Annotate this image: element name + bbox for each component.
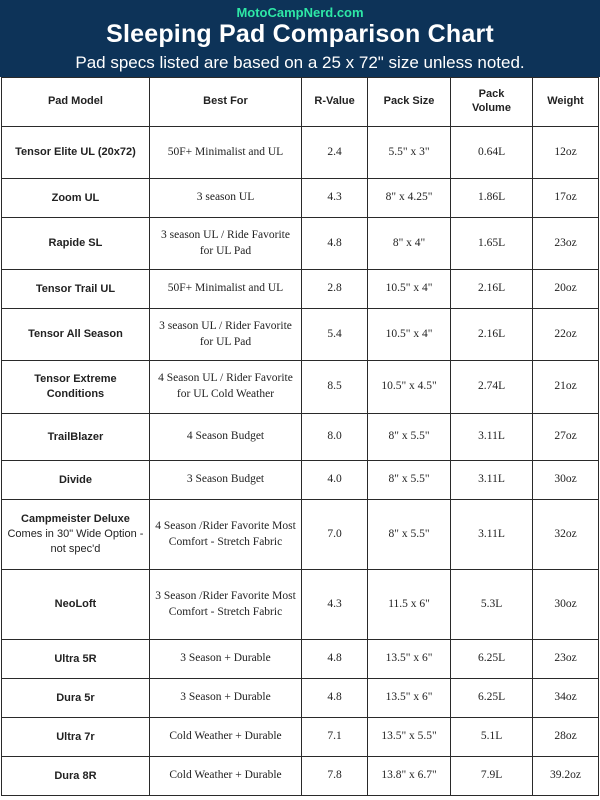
best-for-cell: 4 Season UL / Rider Favorite for UL Cold Weather (149, 361, 301, 414)
table-row (2, 500, 599, 570)
weight-cell: 30oz (532, 461, 598, 500)
pad-model-name: Ultra 7r (56, 730, 95, 743)
weight-cell: 34oz (532, 679, 598, 718)
col-header-model: Pad Model (2, 78, 150, 127)
chart-header (0, 0, 600, 77)
weight-cell: 23oz (532, 640, 598, 679)
table-row (2, 679, 599, 718)
pad-model-cell (2, 414, 150, 461)
pack-size-cell: 10.5" x 4" (368, 270, 451, 309)
pack-size-cell: 8" x 5.5" (368, 500, 451, 570)
col-header-pack-size: Pack Size (368, 78, 451, 127)
table-row (2, 414, 599, 461)
pad-model-name: Tensor Elite UL (20x72) (15, 146, 136, 159)
pack-size-cell: 13.8" x 6.7" (368, 757, 451, 796)
best-for-cell: 3 Season + Durable (149, 640, 301, 679)
pad-model-cell (2, 179, 150, 218)
table-row (2, 718, 599, 757)
pad-model-cell (2, 309, 150, 361)
pack-volume-cell: 1.65L (451, 218, 533, 270)
page-subtitle: Pad specs listed are based on a 25 x 72" size unless noted. (75, 53, 525, 72)
pad-model-name: Tensor Trail UL (35, 282, 116, 295)
pack-size-cell: 5.5" x 3" (368, 127, 451, 179)
weight-cell: 27oz (532, 414, 598, 461)
r-value-cell: 5.4 (302, 309, 368, 361)
pad-model-name: NeoLoft (54, 598, 97, 611)
weight-cell: 23oz (532, 218, 598, 270)
r-value-cell: 7.0 (302, 500, 368, 570)
pad-model-cell (2, 270, 150, 309)
pack-size-cell: 8" x 5.5" (368, 461, 451, 500)
col-header-r-value: R-Value (302, 78, 368, 127)
pack-size-cell: 10.5" x 4.5" (368, 361, 451, 414)
pack-size-cell: 13.5" x 6" (368, 640, 451, 679)
pack-size-cell: 8" x 4.25" (368, 179, 451, 218)
pad-model-cell (2, 570, 150, 640)
table-row (2, 361, 599, 414)
r-value-cell: 2.4 (302, 127, 368, 179)
r-value-cell: 8.5 (302, 361, 368, 414)
r-value-cell: 8.0 (302, 414, 368, 461)
pack-size-cell: 8" x 5.5" (368, 414, 451, 461)
best-for-cell: 3 Season /Rider Favorite Most Comfort - Stretch Fabric (149, 570, 301, 640)
pack-volume-cell: 0.64L (451, 127, 533, 179)
pad-model-name: Divide (58, 473, 92, 486)
table-row (2, 270, 599, 309)
pack-volume-cell: 1.86L (451, 179, 533, 218)
weight-cell: 28oz (532, 718, 598, 757)
pack-size-cell: 13.5" x 5.5" (368, 718, 451, 757)
pad-model-note: Comes in 30" Wide Option - not spec'd (7, 528, 144, 555)
r-value-cell: 4.3 (302, 570, 368, 640)
pad-model-cell (2, 718, 150, 757)
r-value-cell: 7.1 (302, 718, 368, 757)
pad-model-name: Dura 8R (54, 769, 97, 782)
pad-model-name: Campmeister Deluxe (21, 513, 130, 526)
pack-size-cell: 8" x 4" (368, 218, 451, 270)
best-for-cell: 50F+ Minimalist and UL (149, 127, 301, 179)
pack-volume-cell: 5.3L (451, 570, 533, 640)
best-for-cell: 50F+ Minimalist and UL (149, 270, 301, 309)
pack-size-cell: 10.5" x 4" (368, 309, 451, 361)
table-row (2, 309, 599, 361)
pad-model-cell (2, 500, 150, 570)
weight-cell: 21oz (532, 361, 598, 414)
col-header-weight: Weight (532, 78, 598, 127)
r-value-cell: 4.8 (302, 218, 368, 270)
pad-model-name: Rapide SL (48, 237, 103, 250)
best-for-cell: 3 season UL / Rider Favorite for UL Pad (149, 309, 301, 361)
site-brand: MotoCampNerd.com (236, 5, 364, 20)
best-for-cell: 3 Season + Durable (149, 679, 301, 718)
r-value-cell: 4.8 (302, 679, 368, 718)
pack-volume-cell: 2.74L (451, 361, 533, 414)
pack-volume-cell: 2.16L (451, 309, 533, 361)
pack-volume-cell: 3.11L (451, 500, 533, 570)
best-for-cell: 4 Season Budget (149, 414, 301, 461)
pad-model-cell (2, 218, 150, 270)
weight-cell: 30oz (532, 570, 598, 640)
table-header-row (2, 78, 599, 127)
col-header-pack-volume: Pack Volume (451, 78, 533, 127)
pack-volume-cell: 3.11L (451, 461, 533, 500)
pack-volume-cell: 7.9L (451, 757, 533, 796)
best-for-cell: 3 Season Budget (149, 461, 301, 500)
page-title: Sleeping Pad Comparison Chart (106, 20, 494, 48)
table-row (2, 570, 599, 640)
table-row (2, 218, 599, 270)
col-header-best-for: Best For (149, 78, 301, 127)
table-row (2, 179, 599, 218)
best-for-cell: 3 season UL (149, 179, 301, 218)
table-row (2, 127, 599, 179)
weight-cell: 12oz (532, 127, 598, 179)
pack-size-cell: 11.5 x 6" (368, 570, 451, 640)
best-for-cell: Cold Weather + Durable (149, 718, 301, 757)
pack-size-cell: 13.5" x 6" (368, 679, 451, 718)
weight-cell: 20oz (532, 270, 598, 309)
r-value-cell: 4.0 (302, 461, 368, 500)
r-value-cell: 4.3 (302, 179, 368, 218)
pad-model-name: TrailBlazer (47, 430, 104, 443)
weight-cell: 22oz (532, 309, 598, 361)
r-value-cell: 2.8 (302, 270, 368, 309)
pad-model-cell (2, 640, 150, 679)
r-value-cell: 4.8 (302, 640, 368, 679)
pack-volume-cell: 5.1L (451, 718, 533, 757)
pad-model-name: Dura 5r (56, 691, 95, 704)
pad-model-name: Ultra 5R (54, 652, 97, 665)
pack-volume-cell: 6.25L (451, 640, 533, 679)
pack-volume-cell: 2.16L (451, 270, 533, 309)
pad-model-name: Tensor All Season (28, 328, 123, 341)
pad-model-name: Tensor Extreme Conditions (34, 373, 117, 400)
pack-volume-cell: 3.11L (451, 414, 533, 461)
table-row (2, 757, 599, 796)
best-for-cell: 3 season UL / Ride Favorite for UL Pad (149, 218, 301, 270)
table-row (2, 640, 599, 679)
pad-model-cell (2, 461, 150, 500)
weight-cell: 39.2oz (532, 757, 598, 796)
pad-model-cell (2, 127, 150, 179)
pack-volume-cell: 6.25L (451, 679, 533, 718)
pad-model-cell (2, 757, 150, 796)
table-row (2, 461, 599, 500)
pad-model-cell (2, 361, 150, 414)
r-value-cell: 7.8 (302, 757, 368, 796)
best-for-cell: Cold Weather + Durable (149, 757, 301, 796)
comparison-table (1, 77, 599, 796)
best-for-cell: 4 Season /Rider Favorite Most Comfort - Stretch Fabric (149, 500, 301, 570)
pad-model-cell (2, 679, 150, 718)
pad-model-name: Zoom UL (51, 191, 100, 204)
weight-cell: 17oz (532, 179, 598, 218)
weight-cell: 32oz (532, 500, 598, 570)
